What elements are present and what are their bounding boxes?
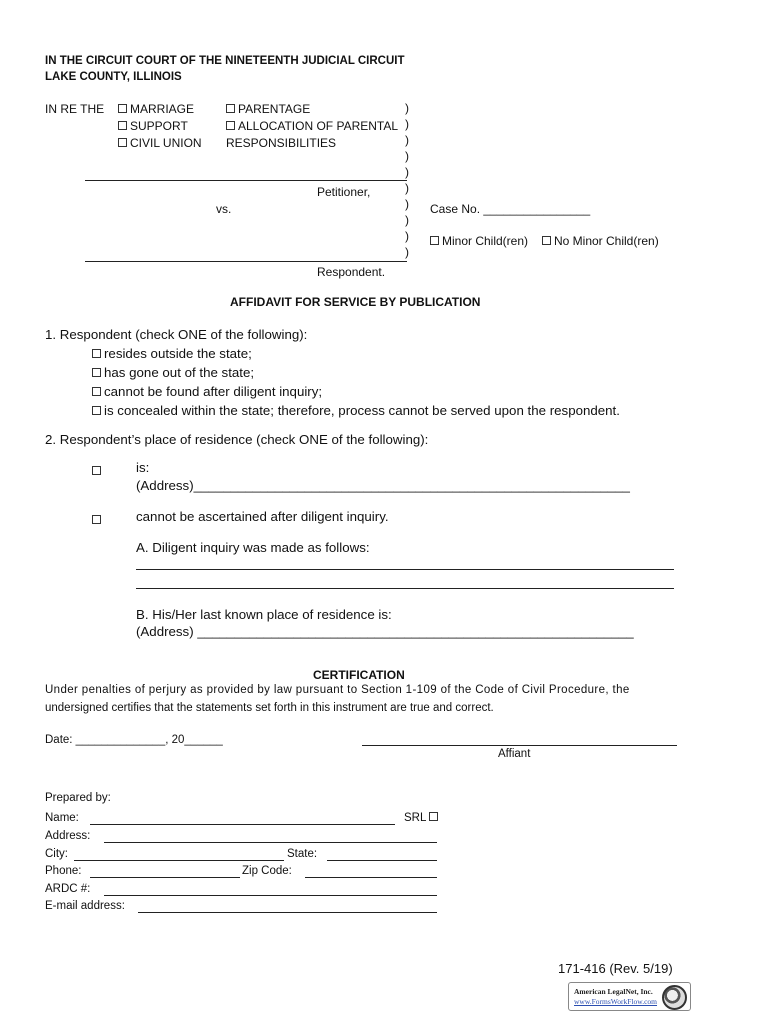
option-outside-state[interactable]: resides outside the state; (92, 344, 252, 363)
city-field[interactable] (74, 860, 284, 861)
option-cannot-be-found[interactable]: cannot be found after diligent inquiry; (92, 382, 322, 401)
checkbox-support[interactable]: SUPPORT (118, 118, 188, 135)
checkbox-icon (92, 466, 101, 475)
certification-title: CERTIFICATION (313, 668, 405, 682)
checkbox-minor-children[interactable]: Minor Child(ren) (430, 233, 528, 250)
checkbox-icon (118, 138, 127, 147)
respondent-line[interactable] (85, 261, 407, 262)
zip-field[interactable] (305, 877, 437, 878)
last-known-label: B. His/Her last known place of residence is: (136, 607, 392, 622)
court-name: IN THE CIRCUIT COURT OF THE NINETEENTH JUDICIAL CIRCUIT (45, 55, 405, 67)
city-label: City: (45, 848, 68, 860)
vs-label: vs. (216, 202, 232, 216)
residence-address-field[interactable]: (Address)___________________________________________________________ (136, 478, 630, 493)
ardc-label: ARDC #: (45, 883, 91, 895)
phone-label: Phone: (45, 865, 82, 877)
checkbox-icon (92, 515, 101, 524)
diligent-inquiry-label: A. Diligent inquiry was made as follows: (136, 540, 370, 555)
checkbox-icon (92, 349, 101, 358)
certification-text-1: Under penalties of perjury as provided by law pursuant to Section 1-109 of the Code of Civil Procedure, the (45, 684, 630, 696)
zip-label: Zip Code: (242, 865, 292, 877)
logo-website-link[interactable]: www.FormsWorkFlow.com (574, 997, 658, 1006)
certification-text-2: undersigned certifies that the statements set forth in this instrument are true and correct. (45, 702, 494, 714)
logo-company: American LegalNet, Inc. (574, 987, 653, 996)
checkbox-icon (92, 406, 101, 415)
checkbox-civil-union[interactable]: CIVIL UNION (118, 135, 202, 152)
petitioner-line[interactable] (85, 180, 407, 181)
affiant-label: Affiant (498, 748, 531, 760)
seal-icon (662, 985, 687, 1010)
checkbox-marriage[interactable]: MARRIAGE (118, 101, 194, 118)
state-field[interactable] (327, 860, 437, 861)
checkbox-icon (429, 812, 438, 821)
email-label: E-mail address: (45, 900, 125, 912)
diligent-inquiry-line-2[interactable] (136, 588, 674, 589)
publisher-logo (568, 982, 691, 1011)
item2-heading: 2. Respondent’s place of residence (check ONE of the following): (45, 432, 429, 447)
checkbox-no-minor-children[interactable]: No Minor Child(ren) (542, 233, 659, 250)
checkbox-icon (92, 387, 101, 396)
caption-bracket: ) ) ) ) ) ) ) ) ) ) (405, 101, 409, 259)
checkbox-parentage[interactable]: PARENTAGE (226, 101, 310, 118)
county-name: LAKE COUNTY, ILLINOIS (45, 71, 182, 83)
last-known-address-field[interactable]: (Address) ___________________________________________________________ (136, 624, 634, 639)
address-field[interactable] (104, 842, 437, 843)
in-re-label: IN RE THE (45, 102, 105, 116)
option-concealed[interactable]: is concealed within the state; therefore, process cannot be served upon the respondent. (92, 401, 620, 420)
state-label: State: (287, 848, 318, 860)
checkbox-icon (226, 121, 235, 130)
respondent-label: Respondent. (317, 265, 386, 279)
address-label: Address: (45, 830, 91, 842)
petitioner-label: Petitioner, (317, 185, 371, 199)
form-number: 171-416 (Rev. 5/19) (558, 961, 673, 976)
checkbox-icon (226, 104, 235, 113)
checkbox-icon (542, 236, 551, 245)
checkbox-allocation[interactable]: ALLOCATION OF PARENTAL (226, 118, 398, 135)
email-field[interactable] (138, 912, 437, 913)
srl-checkbox[interactable]: SRL (404, 809, 441, 827)
checkbox-icon (118, 104, 127, 113)
ardc-field[interactable] (104, 895, 437, 896)
case-number-field[interactable]: Case No. ________________ (430, 202, 591, 216)
checkbox-icon (430, 236, 439, 245)
residence-unknown-label: cannot be ascertained after diligent inquiry. (136, 509, 389, 524)
option-gone-out[interactable]: has gone out of the state; (92, 363, 254, 382)
responsibilities-label: RESPONSIBILITIES (226, 136, 337, 150)
checkbox-icon (92, 368, 101, 377)
checkbox-residence-unknown[interactable] (92, 511, 104, 529)
prepared-by-label: Prepared by: (45, 792, 111, 804)
date-field[interactable]: Date: ______________, 20______ (45, 734, 223, 746)
document-title: AFFIDAVIT FOR SERVICE BY PUBLICATION (230, 295, 481, 309)
diligent-inquiry-line-1[interactable] (136, 569, 674, 570)
residence-is-label: is: (136, 460, 150, 475)
phone-field[interactable] (90, 877, 240, 878)
item1-heading: 1. Respondent (check ONE of the following): (45, 327, 308, 342)
name-label: Name: (45, 812, 79, 824)
checkbox-icon (118, 121, 127, 130)
name-field[interactable] (90, 824, 395, 825)
checkbox-residence-is[interactable] (92, 462, 104, 480)
